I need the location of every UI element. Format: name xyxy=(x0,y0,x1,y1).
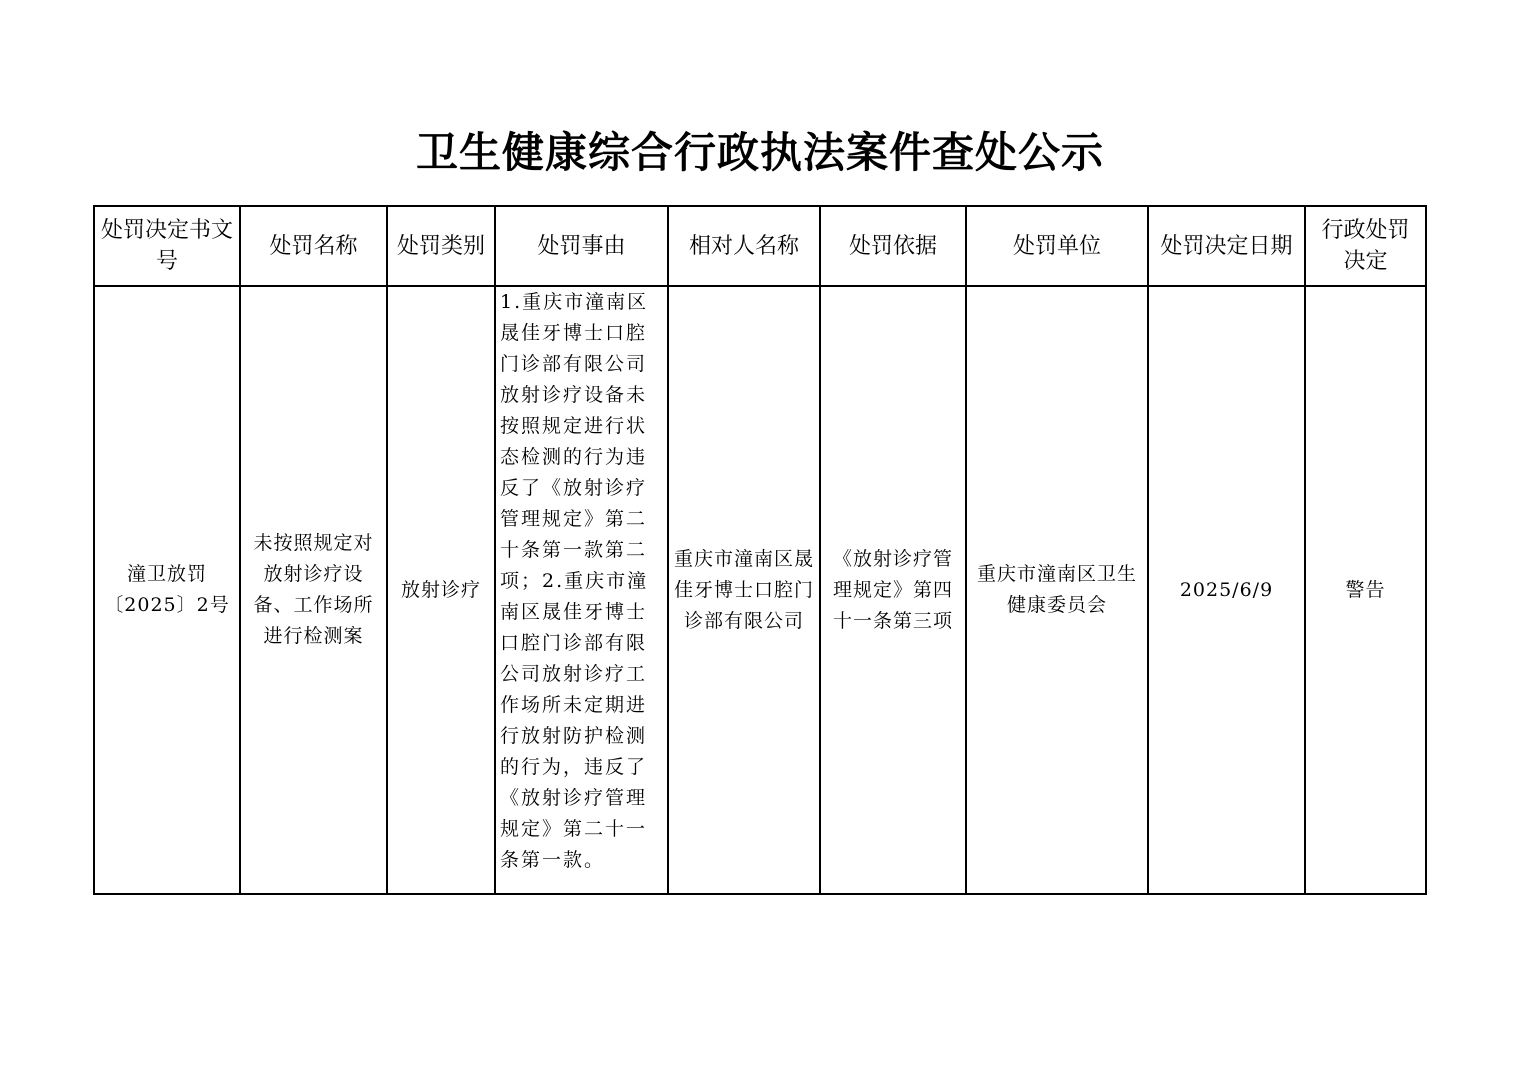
cell-penalty-name: 未按照规定对放射诊疗设备、工作场所进行检测案 xyxy=(240,286,387,894)
header-decision: 行政处罚决定 xyxy=(1305,206,1426,286)
header-doc-number: 处罚决定书文号 xyxy=(94,206,240,286)
cell-reason xyxy=(495,286,668,894)
header-party-name: 相对人名称 xyxy=(668,206,820,286)
cell-decision: 警告 xyxy=(1305,286,1426,894)
cell-basis: 《放射诊疗管理规定》第四十一条第三项 xyxy=(820,286,966,894)
cell-penalty-type: 放射诊疗 xyxy=(387,286,495,894)
header-unit: 处罚单位 xyxy=(966,206,1148,286)
header-penalty-type: 处罚类别 xyxy=(387,206,495,286)
reason-item-2: 2.重庆市潼南区晟佳牙博士口腔门诊部有限公司放射诊疗工作场所未定期进行放射防护检测的行为，违反了《放射诊疗管理规定》第二十一条第一款。 xyxy=(500,570,649,871)
cell-unit: 重庆市潼南区卫生健康委员会 xyxy=(966,286,1148,894)
header-reason: 处罚事由 xyxy=(495,206,668,286)
cell-party-name: 重庆市潼南区晟佳牙博士口腔门诊部有限公司 xyxy=(668,286,820,894)
reason-item-1: 1.重庆市潼南区晟佳牙博士口腔门诊部有限公司放射诊疗设备未按照规定进行状态检测的行为违反了《放射诊疗管理规定》第二十条第一款第二项； xyxy=(500,291,649,592)
cell-decision-date: 2025/6/9 xyxy=(1148,286,1305,894)
header-penalty-name: 处罚名称 xyxy=(240,206,387,286)
header-basis: 处罚依据 xyxy=(820,206,966,286)
table-header-row xyxy=(94,206,1426,286)
page-title: 卫生健康综合行政执法案件查处公示 xyxy=(415,128,1104,177)
header-decision-date: 处罚决定日期 xyxy=(1148,206,1305,286)
table-row xyxy=(94,286,1426,894)
cell-doc-number: 潼卫放罚〔2025〕2号 xyxy=(94,286,240,894)
penalty-table xyxy=(93,205,1427,895)
